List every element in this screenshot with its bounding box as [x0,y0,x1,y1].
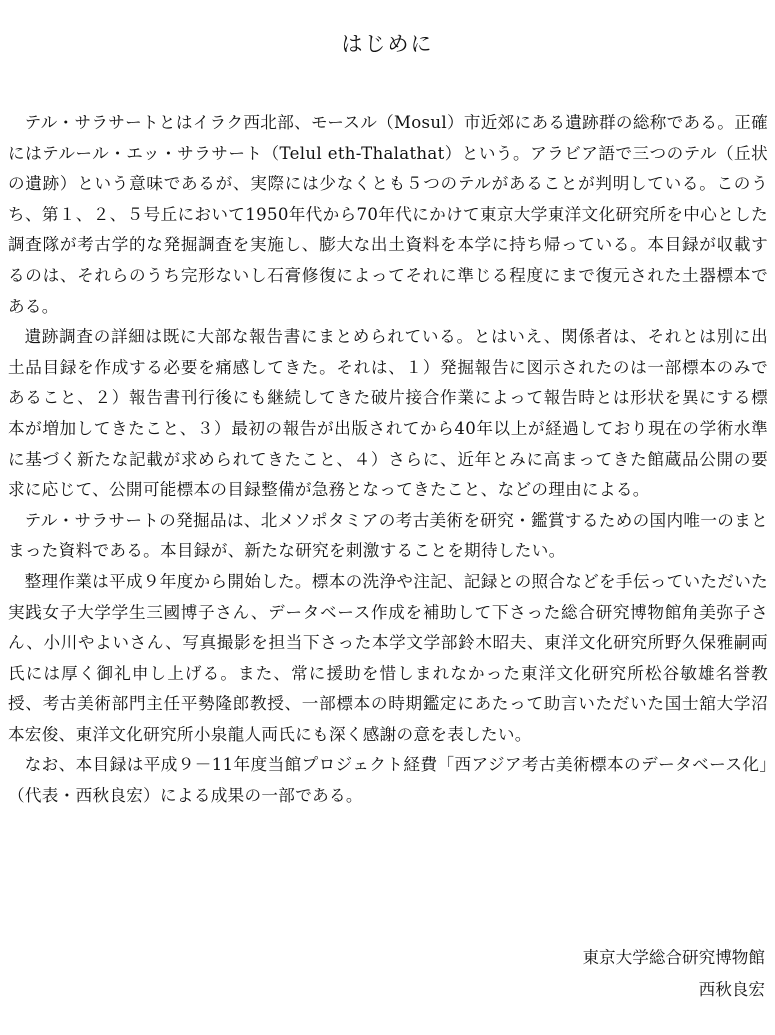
signature-organization: 東京大学総合研究博物館 [582,948,765,967]
paragraph-4: 整理作業は平成９年度から開始した。標本の洗浄や注記、記録との照合などを手伝っていただいた実践女子大学学生三國博子さん、データベース作成を補助して下さった総合研究博物館角美弥子さん、小川やよいさん、写真撮影を担当下さった本学文学部鈴木昭夫、東洋文化研究所野久保雅嗣両氏には厚く御礼申し上げる。また、常に援助を惜しまれなかった東洋文化研究所松谷敏雄名誉教授、考古美術部門主任平勢隆郎教授、一部標本の時期鑑定にあたって助言いただいた国士舘大学沼本宏俊、東洋文化研究所小泉龍人両氏にも深く感謝の意を表したい。 [8,571,768,744]
page-title: はじめに [341,32,434,56]
signature-author: 西秋良宏 [698,980,765,999]
paragraph-2: 遺跡調査の詳細は既に大部な報告書にまとめられている。とはいえ、関係者は、それとは別に出土品目録を作成する必要を痛感してきた。それは、１）発掘報告に図示されたのは一部標本のみであること、２）報告書刊行後にも継続してきた破片接合作業によって報告時とは形状を異にする標本が増加してきたこと、３）最初の報告が出版されてから40年以上が経過しており現在の学術水準に基づく新たな記載が求められてきたこと、４）さらに、近年とみに高まってきた館蔵品公開の要求に応じて、公開可能標本の目録整備が急務となってきたこと、などの理由による。 [8,327,768,500]
signature-block [582,942,765,1006]
body-text [8,108,768,812]
paragraph-1: テル・サラサートとはイラク西北部、モースル（Mosul）市近郊にある遺跡群の総称である。正確にはテルール・エッ・サラサート（Telul eth-Thalathat）という。アラビア語で三つのテル（丘状の遺跡）という意味であるが、実際には少なくとも５つのテルがあることが判明している。このうち、第１、２、５号丘において1950年代から70年代にかけて東京大学東洋文化研究所を中心とした調査隊が考古学的な発掘調査を実施し、膨大な出土資料を本学に持ち帰っている。本目録が収載するのは、それらのうち完形ないし石膏修復によってそれに準じる程度にまで復元された土器標本である。 [8,113,768,316]
paragraph-3: テル・サラサートの発掘品は、北メソポタミアの考古美術を研究・鑑賞するための国内唯一のまとまった資料である。本目録が、新たな研究を刺激することを期待したい。 [8,510,768,561]
paragraph-5: なお、本目録は平成９－11年度当館プロジェクト経費「西アジア考古美術標本のデータベース化」（代表・西秋良宏）による成果の一部である。 [8,755,768,806]
